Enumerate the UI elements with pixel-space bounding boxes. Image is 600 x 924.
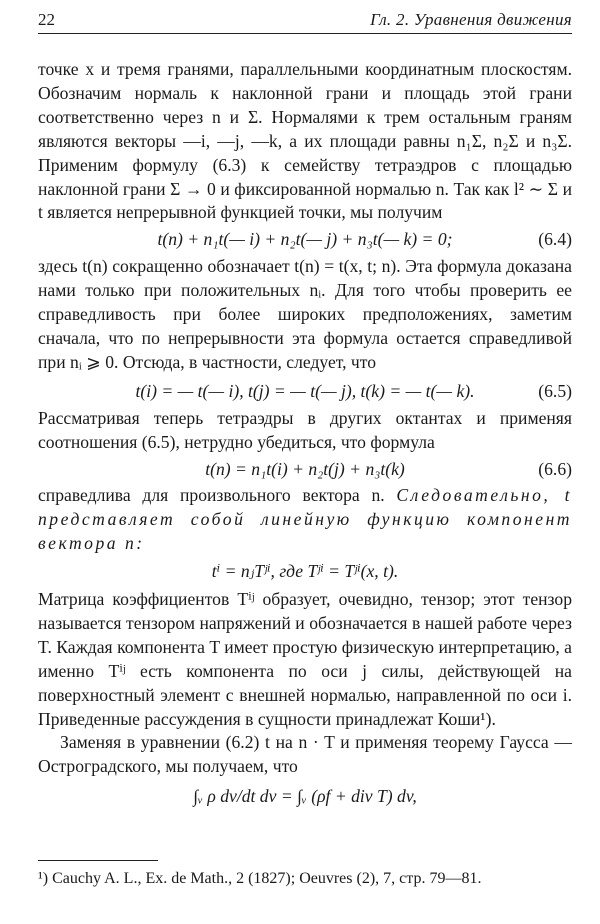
running-title: Гл. 2. Уравнения движения [370,10,572,29]
paragraph-4-start: справедлива для произвольного вектора n. [38,485,385,506]
equation-6-7 [38,560,572,584]
equation-6-6 [38,458,572,482]
equation-6-5-body: t(i) = — t(— i), t(j) = — t(— j), t(k) = — t(— k). [135,380,475,401]
equation-6-8-body: ∫ᵥ ρ dv/dt dv = ∫ᵥ (ρf + div T) dv, [193,786,417,807]
equation-6-5 [38,380,572,404]
equation-6-4-body: t(n) + n₁t(— i) + n₂t(— j) + n₃t(— k) = 0; [157,229,453,250]
equation-6-5-number: (6.5) [538,380,572,401]
equation-6-4-number: (6.4) [538,229,572,250]
equation-6-6-body: t(n) = n₁t(i) + n₂t(j) + n₃t(k) [205,458,405,479]
equation-6-8 [38,785,572,809]
paragraph-4-emphasis: Следовательно, t представляет собой линейную функцию компонент вектора n: [38,485,572,554]
paragraph-2: здесь t(n) сокращенно обозначает t(n) = t(x, t; n). Эта формула доказана нами только при положительных nᵢ. Для того чтобы проверить ее справедливость при более широких предположениях, заметим сначала, что по непрерывности эта формула остается справедливой при nᵢ ⩾ 0. Отсюда, в частности, следует, что [38,256,572,372]
equation-6-6-number: (6.6) [538,458,572,479]
equation-6-7-body: tⁱ = nⱼTʲⁱ, где Tʲⁱ = Tʲⁱ(x, t). [211,561,399,582]
footnote: ¹) Cauchy A. L., Ex. de Math., 2 (1827); Oeuvres (2), 7, стр. 79—81. [38,870,482,887]
equation-6-4 [38,228,572,252]
paragraph-3: Рассматривая теперь тетраэдры в других октантах и применяя соотношения (6.5), нетрудно убедиться, что формула [38,407,572,452]
footnote-rule [38,860,158,861]
paragraph-4 [38,484,572,556]
page-number: 22 [38,10,55,29]
paragraph-1: точке x и тремя гранями, параллельными координатным плоскостям. Обозначим нормаль к наклонной грани и площадь этой грани соответственно через n и Σ. Нормалями к трем остальным граням являются векторы —i, —j, —k, а их площади равны n₁Σ, n₂Σ и n₃Σ. Применим формулу (6.3) к семейству тетраэдров с площадью наклонной грани Σ → 0 и фиксированной нормалью n. Так как l² ∼ Σ и t является непрерывной функцией точки, мы получим [38,59,572,223]
paragraph-5: Матрица коэффициентов Tⁱʲ образует, очевидно, тензор; этот тензор называется тензором напряжений и обозначается в нашей работе через T. Каждая компонента T имеет простую физическую интерпретацию, а именно Tⁱʲ есть компонента по оси j силы, действующей на поверхностный элемент с внешней нормалью, направленной по оси i. Приведенные рассуждения в сущности принадлежат Коши¹). [38,589,572,729]
header-rule [38,33,572,34]
page-body [38,58,572,809]
paragraph-6: Заменяя в уравнении (6.2) t на n · T и применяя теорему Гаусса — Остроградского, мы получаем, что [38,732,572,777]
